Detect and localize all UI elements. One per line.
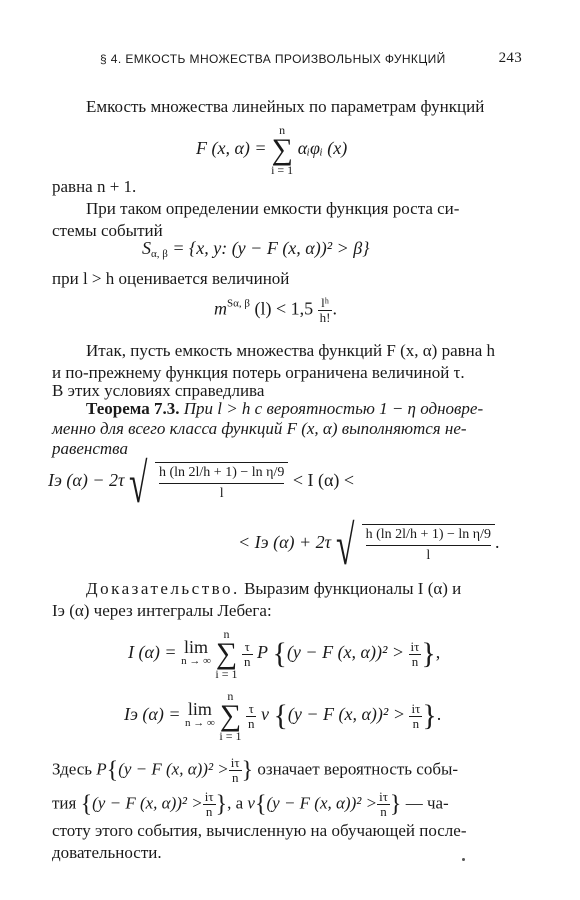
I-end: ,	[435, 642, 441, 663]
nu-brace-open: {	[254, 791, 267, 818]
ineq-mid: < I (α) <	[292, 470, 355, 491]
brace-close-2: }	[422, 699, 437, 732]
I-sum-bottom: i = 1	[215, 667, 238, 681]
paragraph-5-line-3: В этих условиях справедлива	[52, 381, 265, 400]
event-frac-den: n	[205, 804, 213, 819]
f2-s: S	[142, 238, 151, 258]
rad-frac-1	[159, 465, 284, 502]
event-frac-num: iτ	[204, 789, 214, 804]
here-P: P	[96, 759, 107, 779]
paragraph-3-line-2: стемы событий	[52, 221, 163, 240]
sigma-symbol-3: ∑	[219, 699, 242, 732]
here-line-4: довательности.	[52, 843, 162, 862]
print-speck	[462, 858, 465, 861]
here-brace-open: {	[106, 757, 119, 784]
here-line-1	[52, 756, 518, 785]
f2-sub: α, β	[151, 248, 168, 260]
here-nu: ν	[247, 793, 255, 813]
formula-event-set	[142, 238, 369, 260]
rad-frac-2	[366, 527, 491, 564]
proof-word: Доказательство.	[86, 579, 240, 598]
theorem-label: Теорема 7.3.	[86, 399, 180, 418]
Ie-sum-bottom: i = 1	[219, 729, 242, 743]
formula-growth-bound	[214, 296, 337, 325]
Ie-end: .	[436, 704, 442, 725]
here-l2-b: , а	[227, 793, 244, 813]
theorem-line-1	[52, 398, 518, 420]
Ie-itau-den: n	[412, 715, 420, 731]
sqrt-2	[335, 515, 495, 577]
nu-inner: (y − F (x, α))² >	[266, 793, 378, 813]
sigma-symbol: ∑	[271, 133, 293, 166]
brace-close: }	[421, 637, 436, 670]
here-line-2	[52, 790, 518, 819]
I-itau-den: n	[411, 653, 419, 669]
Ie-itau-frac	[409, 702, 422, 731]
ineq-end-dot: .	[495, 532, 500, 553]
here-l1-end: означает вероятность собы-	[257, 759, 459, 779]
I-lhs: I (α) =	[128, 642, 177, 663]
nu-frac	[377, 790, 390, 819]
f1-rhs: αᵢφᵢ (x)	[297, 138, 348, 159]
f1-sum-top: n	[279, 123, 286, 137]
I-tau-num: τ	[242, 640, 253, 655]
I-lim	[181, 637, 211, 668]
I-lim-text: lim	[183, 637, 208, 657]
f1-sum	[271, 124, 293, 176]
Ie-tau-num: τ	[246, 702, 257, 717]
rad-num-2: h (ln 2l/h + 1) − ln η/9	[366, 527, 491, 546]
page-number: 243	[498, 50, 522, 66]
sqrt-1	[128, 453, 288, 515]
here-line-3: стоту этого события, вычисленную на обучающей после-	[52, 821, 467, 840]
f1-lhs: F (x, α) =	[196, 138, 267, 159]
nu-frac-num: iτ	[379, 789, 388, 804]
f3-num: lʰ	[318, 296, 333, 311]
paragraph-3-line-1: При таком определении емкости функция роста си-	[86, 199, 460, 218]
formula-inequality-line-2	[238, 515, 500, 577]
f3-mid: (l) < 1,5	[254, 298, 314, 319]
radical-symbol-2: √	[335, 515, 355, 577]
I-sum-top: n	[223, 627, 230, 641]
paragraph-1: Емкость множества линейных по параметрам функций	[86, 97, 485, 116]
here-frac	[229, 756, 242, 785]
I-itau-frac	[409, 640, 422, 669]
ineq-left2: < Iэ (α) + 2τ	[238, 532, 332, 553]
Ie-lim-sub: n → ∞	[185, 717, 215, 729]
formula-capacity-linear	[196, 124, 347, 176]
I-itau-num: iτ	[410, 638, 420, 654]
Ie-sum-top: n	[227, 689, 234, 703]
rad-den-1: l	[219, 486, 224, 501]
f2-rhs: = {x, y: (y − F (x, α))² > β}	[172, 238, 370, 258]
I-tau-den: n	[244, 653, 251, 669]
Ie-tau-den: n	[247, 715, 255, 731]
event-brace-close: }	[215, 791, 228, 818]
Ie-inner: (y − F (x, α))² >	[287, 704, 405, 725]
here-inner: (y − F (x, α))² >	[118, 759, 229, 779]
here-l2-c: — ча-	[405, 793, 449, 813]
here-brace-close: }	[241, 757, 254, 784]
proof-line-1	[52, 578, 518, 600]
ineq-left: Iэ (α) − 2τ	[48, 470, 125, 491]
I-P: P	[257, 642, 269, 663]
formula-inequality-line-1	[48, 453, 355, 515]
theorem-line-3: равенства	[52, 439, 128, 458]
paragraph-5-line-1: Итак, пусть емкость множества функций F (x, α) равна h	[86, 341, 496, 360]
here-frac-den: n	[231, 770, 239, 785]
rad-den-2: l	[426, 548, 431, 563]
formula-Ie	[124, 690, 441, 742]
I-tau-frac	[242, 640, 253, 669]
theorem-text-1: При l > h с вероятностью 1 − η одновре-	[183, 399, 484, 418]
here-word: Здесь	[52, 759, 93, 779]
theorem-line-2: менно для всего класса функций F (x, α) выполняются не-	[52, 419, 467, 438]
f1-sum-bottom: i = 1	[271, 163, 294, 177]
Ie-itau-num: iτ	[411, 700, 421, 716]
paragraph-4: при l > h оценивается величиной	[52, 269, 290, 288]
proof-text-1: Выразим функционалы I (α) и	[244, 579, 462, 598]
f3-frac	[318, 296, 333, 325]
paragraph-5-line-2: и по-прежнему функция потерь ограничена величиной τ.	[52, 363, 465, 382]
Ie-lim-text: lim	[187, 699, 212, 719]
rad-num-1: h (ln 2l/h + 1) − ln η/9	[159, 465, 284, 484]
Ie-nu: ν	[260, 704, 269, 725]
Ie-lhs: Iэ (α) =	[124, 704, 181, 725]
I-lim-sub: n → ∞	[181, 655, 211, 667]
here-l2-a: тия	[52, 793, 77, 813]
radical-symbol: √	[128, 453, 148, 515]
paragraph-2: равна n + 1.	[52, 177, 137, 196]
proof-line-2: Iэ (α) через интегралы Лебега:	[52, 601, 272, 620]
nu-frac-den: n	[380, 804, 387, 819]
nu-brace-close: }	[389, 791, 402, 818]
I-inner: (y − F (x, α))² >	[286, 642, 405, 663]
f3-sup: Sα, β	[227, 297, 250, 310]
f3-end: .	[332, 298, 337, 319]
Ie-tau-frac	[246, 702, 257, 731]
brace-open: {	[272, 637, 287, 670]
here-frac-num: iτ	[230, 755, 240, 770]
event-inner: (y − F (x, α))² >	[92, 793, 203, 813]
f3-m: m	[214, 298, 227, 319]
f3-den: h!	[319, 310, 331, 325]
Ie-lim	[185, 699, 215, 730]
event-brace-open: {	[80, 791, 93, 818]
I-sum	[215, 628, 237, 680]
formula-I	[128, 628, 440, 680]
event-frac	[203, 790, 216, 819]
running-title: § 4. ЕМКОСТЬ МНОЖЕСТВА ПРОИЗВОЛЬНЫХ ФУНКЦИЙ	[100, 52, 446, 66]
Ie-sum	[219, 690, 241, 742]
sigma-symbol-2: ∑	[215, 637, 238, 670]
brace-open-2: {	[273, 699, 288, 732]
